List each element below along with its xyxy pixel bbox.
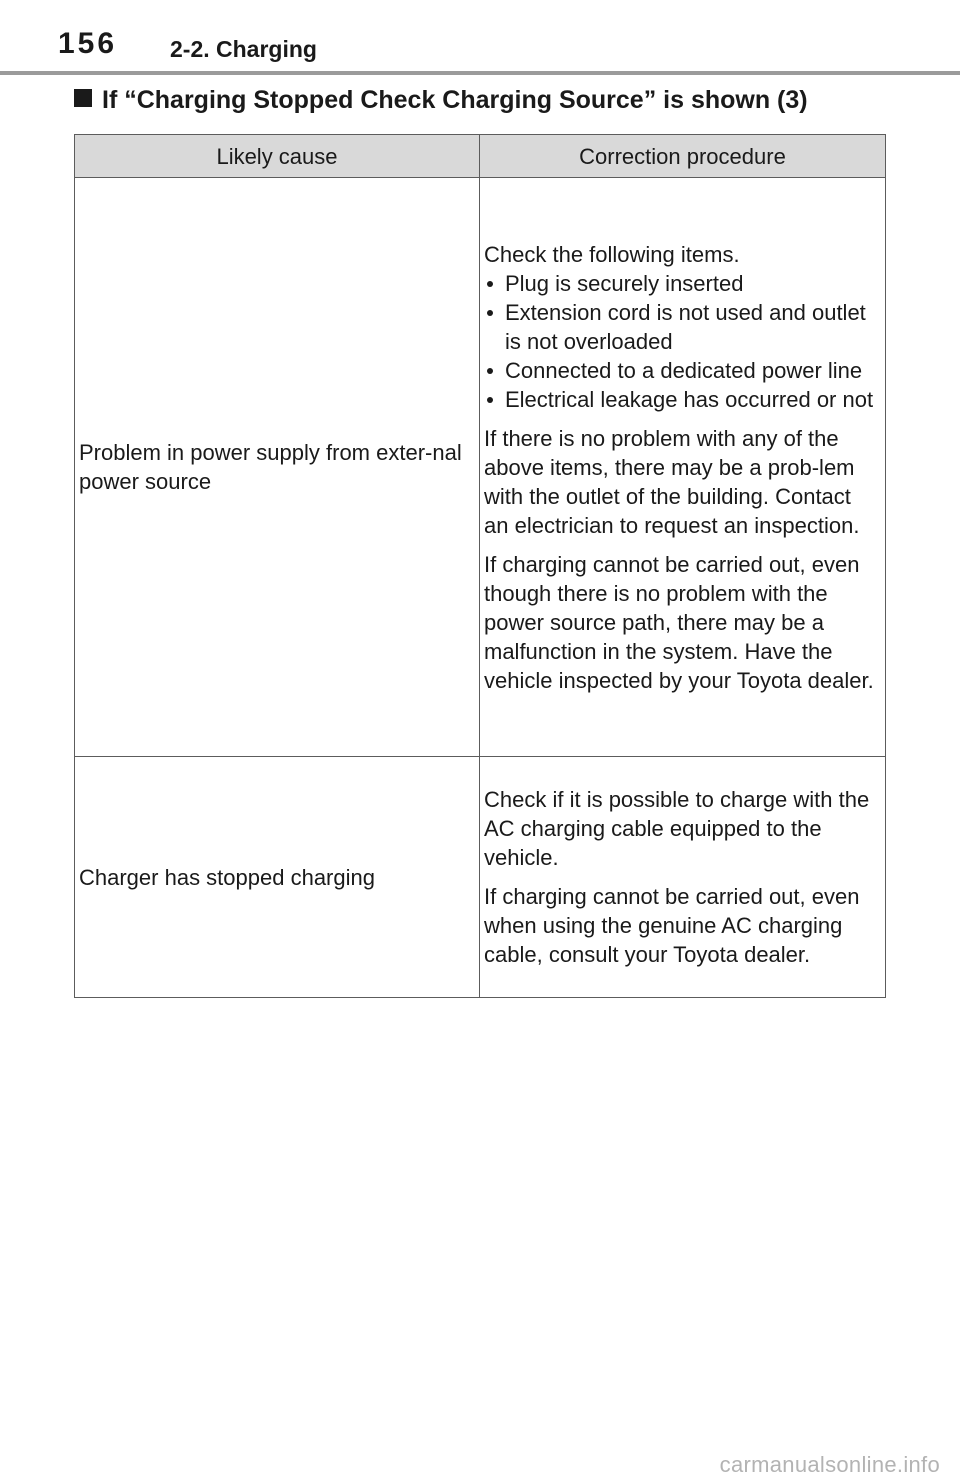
procedure-paragraph: Check if it is possible to charge with the AC charging cable equipped to the vehicle. [484,787,870,870]
procedure-paragraph: If charging cannot be carried out, even when using the genuine AC charging cable, consult your Toyota dealer. [484,884,860,967]
procedure-paragraph: If there is no problem with any of the above items, there may be a prob-lem with the outlet of the building. Contact an electrician to request an inspection. [484,425,860,538]
check-list [484,269,881,414]
list-item: Connected to a dedicated power line [484,356,881,385]
column-header-correction-procedure: Correction procedure [480,135,886,178]
table-row [75,757,886,998]
procedure-cell [480,757,886,998]
troubleshooting-table [74,134,886,998]
list-item: Electrical leakage has occurred or not [484,385,881,414]
subheading [74,86,934,115]
header-divider [0,71,960,75]
list-item: Plug is securely inserted [484,269,881,298]
list-item: Extension cord is not used and outlet is not overloaded [484,298,881,356]
table-header-row [75,135,886,178]
procedure-paragraph: If charging cannot be carried out, even though there is no problem with the power source path, there may be a malfunction in the system. Have the vehicle inspected by your Toyota dealer. [484,551,874,693]
section-title: 2-2. Charging [170,36,317,62]
page-number: 156 [58,27,118,60]
procedure-intro: Check the following items. [484,241,740,267]
square-bullet-icon [74,89,92,107]
page-header [0,0,960,74]
watermark-text: carmanualsonline.info [719,1452,940,1477]
cause-cell: Charger has stopped charging [75,757,480,998]
subheading-text: If “Charging Stopped Check Charging Source” is shown (3) [102,86,808,114]
procedure-cell [480,178,886,757]
cause-cell: Problem in power supply from exter-nal power source [75,178,480,757]
table-row [75,178,886,757]
column-header-likely-cause: Likely cause [75,135,480,178]
